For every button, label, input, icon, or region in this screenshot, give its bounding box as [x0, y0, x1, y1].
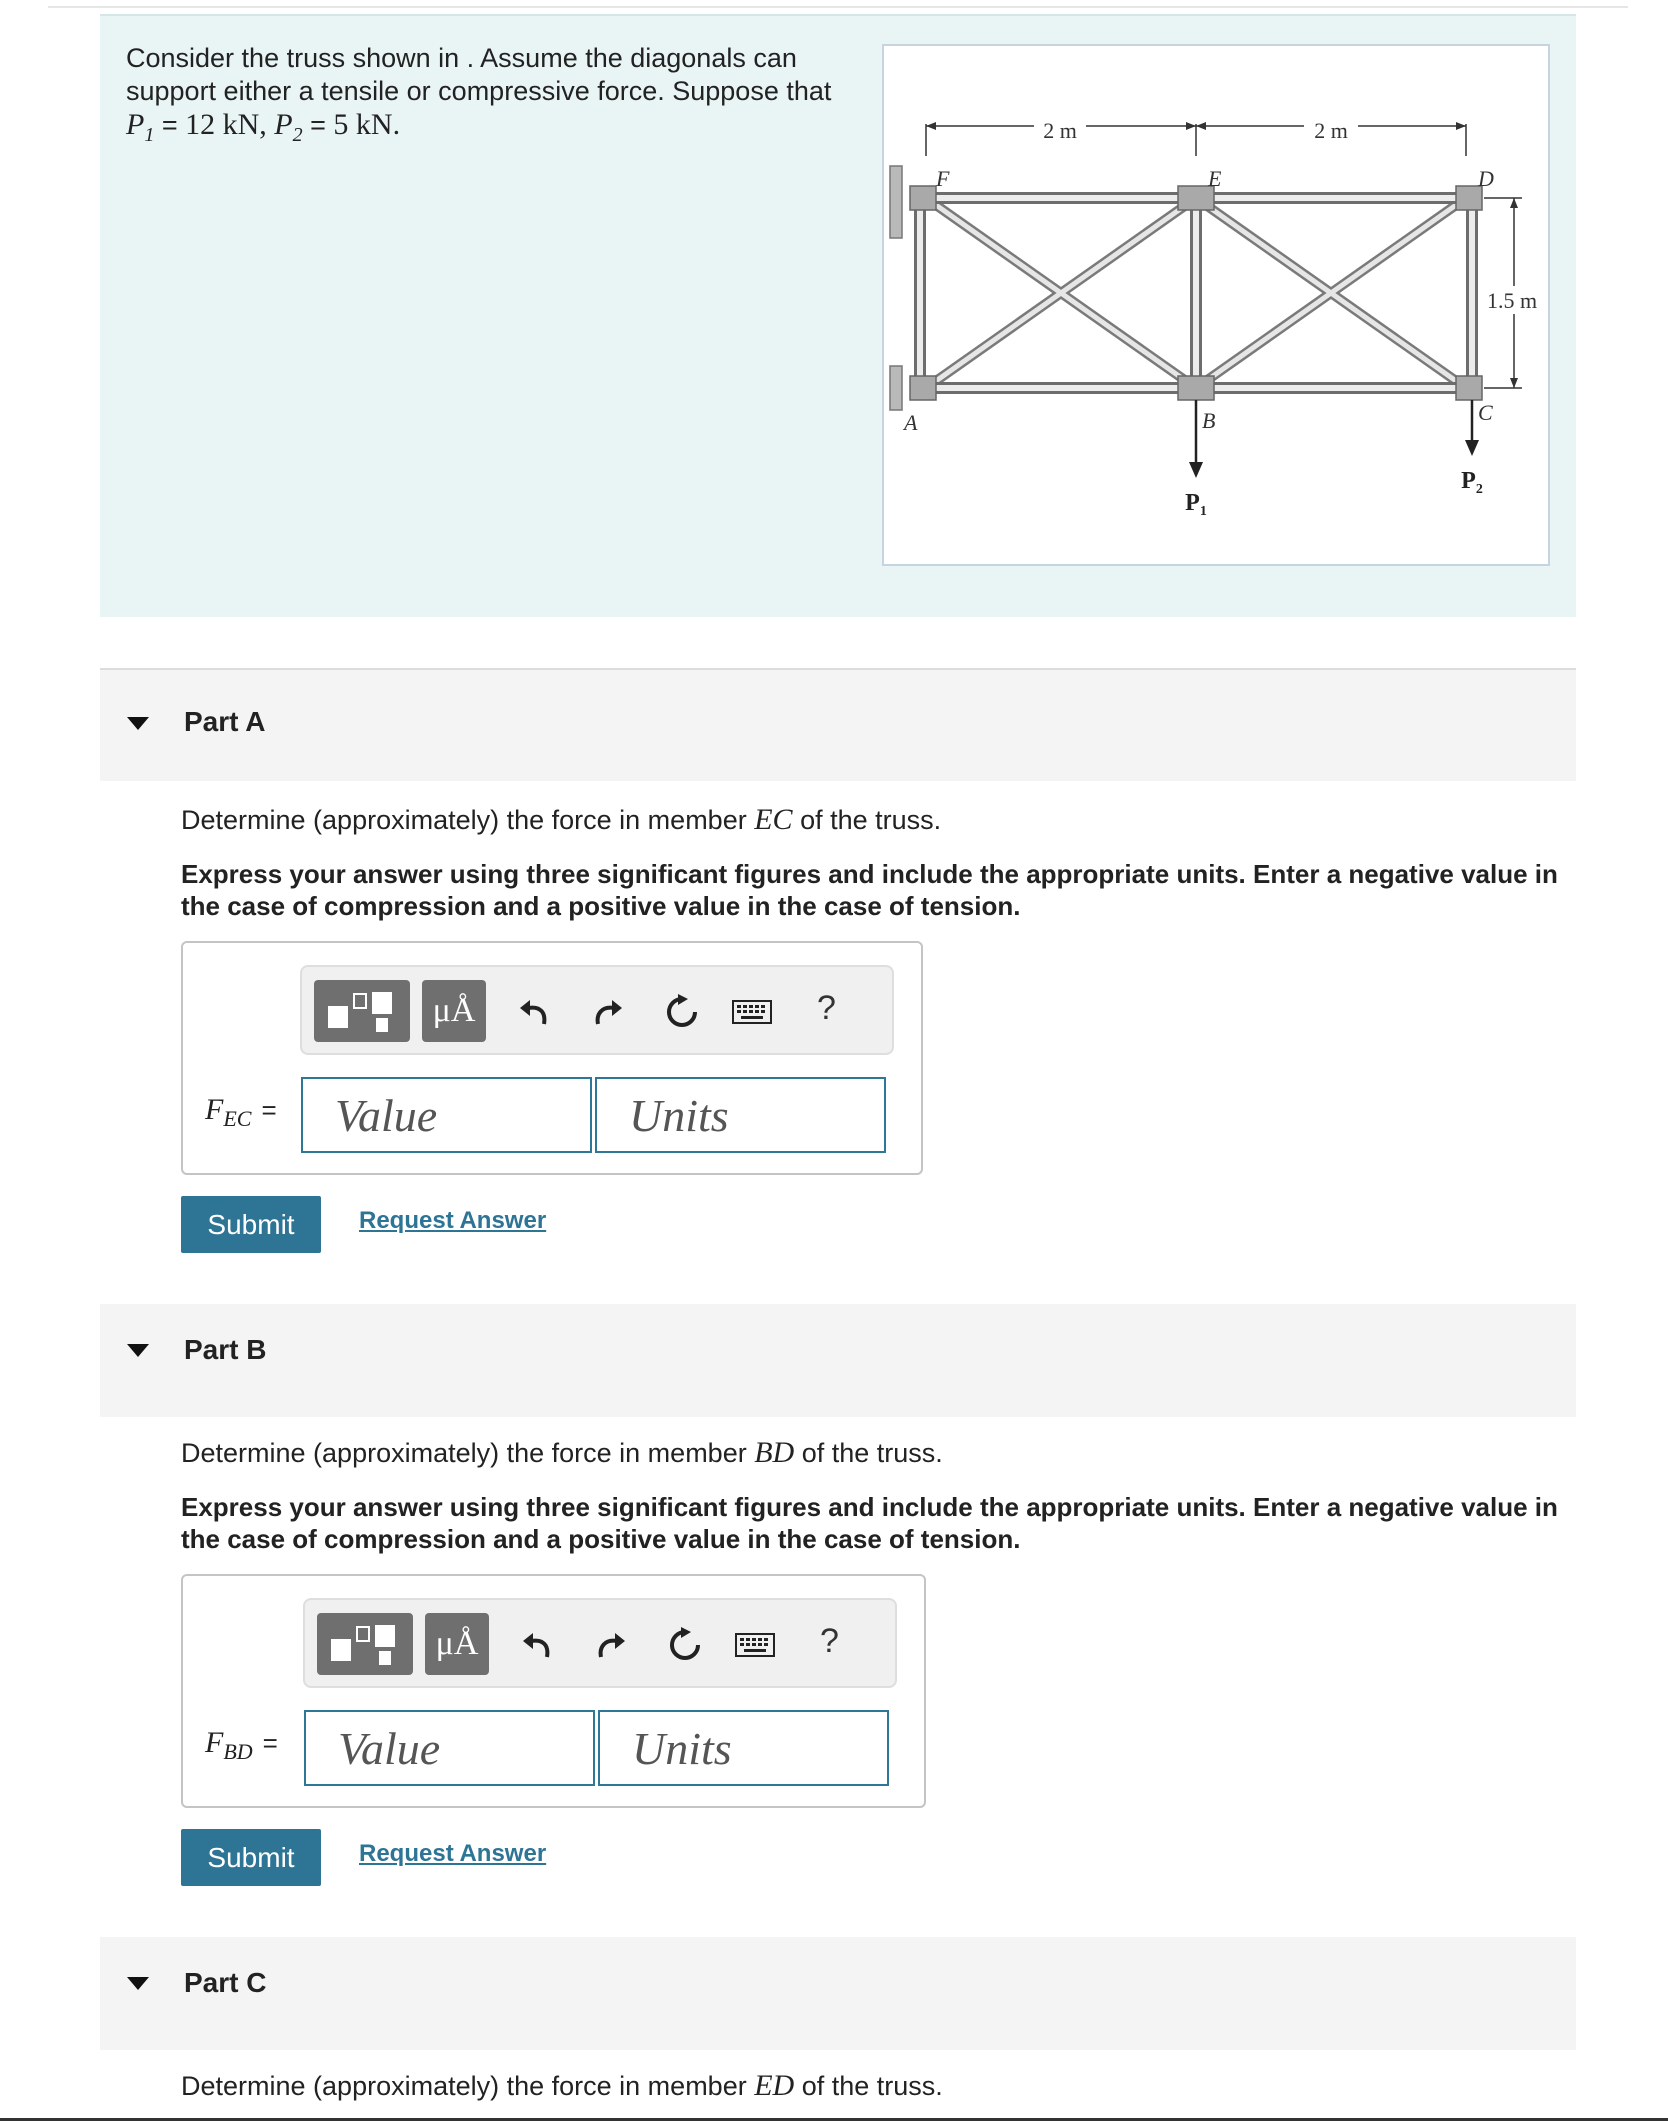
part-a-title: Part A: [184, 706, 266, 737]
redo-icon[interactable]: [592, 994, 626, 1028]
dim-top-left: 2 m: [1043, 118, 1077, 143]
part-b-question: Determine (approximately) the force in member BD of the truss.: [181, 1436, 943, 1469]
node-c-label: C: [1478, 400, 1493, 425]
part-b-variable-label: $F_{BD}$ =: [205, 1726, 278, 1764]
part-a-value-field[interactable]: [301, 1077, 592, 1153]
collapse-caret-icon[interactable]: [127, 717, 149, 730]
value-input[interactable]: [306, 1712, 593, 1784]
part-b-submit-button[interactable]: Submit: [181, 1829, 321, 1886]
truss-figure: [882, 44, 1550, 566]
part-a-submit-button[interactable]: Submit: [181, 1196, 321, 1253]
p1-symbol: $P_1$: [126, 108, 155, 146]
part-a-instructions: Express your answer using three significant figures and include the appropriate units. Enter a negative value in the case of compression and a positive value in the case of tension.: [181, 859, 1558, 921]
part-b-units-field[interactable]: [598, 1710, 889, 1786]
collapse-caret-icon[interactable]: [127, 1344, 149, 1357]
part-b-request-answer-link[interactable]: Request Answer: [359, 1840, 547, 1867]
top-divider: [48, 6, 1628, 8]
undo-icon[interactable]: [519, 1627, 553, 1661]
keyboard-icon[interactable]: [732, 1000, 772, 1024]
templates-button[interactable]: [317, 1613, 413, 1675]
reset-icon[interactable]: [664, 994, 700, 1030]
truss-diagram: [884, 46, 1548, 564]
part-a-answer-box: [181, 941, 923, 1175]
load-p2-label: $P_2$: [1461, 468, 1483, 497]
part-a-units-field[interactable]: [595, 1077, 886, 1153]
part-a-variable-label: $F_{EC}$ =: [205, 1093, 277, 1131]
units-symbols-button[interactable]: μÅ: [422, 980, 486, 1042]
part-c-header[interactable]: [100, 1937, 1576, 2050]
part-a-request-answer-link[interactable]: Request Answer: [359, 1207, 547, 1234]
part-a-question: Determine (approximately) the force in member EC of the truss.: [181, 803, 942, 836]
node-f-label: F: [936, 166, 950, 191]
keyboard-icon[interactable]: [735, 1633, 775, 1657]
load-p1-label: $P_1$: [1185, 490, 1207, 519]
part-c-question: Determine (approximately) the force in member ED of the truss.: [181, 2069, 943, 2102]
problem-statement: [100, 14, 1576, 617]
value-input[interactable]: [303, 1079, 590, 1151]
redo-icon[interactable]: [595, 1627, 629, 1661]
reset-icon[interactable]: [667, 1627, 703, 1663]
units-input[interactable]: [597, 1079, 884, 1151]
node-d-label: D: [1478, 166, 1494, 191]
undo-icon[interactable]: [516, 994, 550, 1028]
problem-text: Consider the truss shown in . Assume the diagonals can support either a tensile or compressive force. Suppose that $P_1 = 12$ kN, $P_2 = 5$ kN.: [126, 43, 832, 146]
part-b-instructions: Express your answer using three significant figures and include the appropriate units. Enter a negative value in the case of compression and a positive value in the case of tension.: [181, 1492, 1558, 1554]
part-b-answer-box: [181, 1574, 926, 1808]
part-a-header[interactable]: [100, 668, 1576, 781]
dim-top-right: 2 m: [1314, 118, 1348, 143]
units-symbols-button[interactable]: μÅ: [425, 1613, 489, 1675]
part-b-value-field[interactable]: [304, 1710, 595, 1786]
dim-side: 1.5 m: [1486, 288, 1538, 313]
part-b-title: Part B: [184, 1334, 267, 1365]
units-input[interactable]: [600, 1712, 887, 1784]
equation-toolbar: [300, 965, 894, 1055]
node-e-label: E: [1208, 166, 1222, 191]
templates-button[interactable]: [314, 980, 410, 1042]
part-b-header[interactable]: [100, 1304, 1576, 1417]
help-button[interactable]: ?: [820, 1622, 839, 1660]
p2-symbol: $P_2$: [274, 108, 303, 146]
node-a-label: A: [904, 410, 918, 435]
templates-icon: [314, 980, 410, 1042]
collapse-caret-icon[interactable]: [127, 1977, 149, 1990]
help-button[interactable]: ?: [817, 989, 836, 1027]
part-c-title: Part C: [184, 1967, 267, 1998]
equation-toolbar: [303, 1598, 897, 1688]
templates-icon: [317, 1613, 413, 1675]
node-b-label: B: [1202, 408, 1216, 433]
